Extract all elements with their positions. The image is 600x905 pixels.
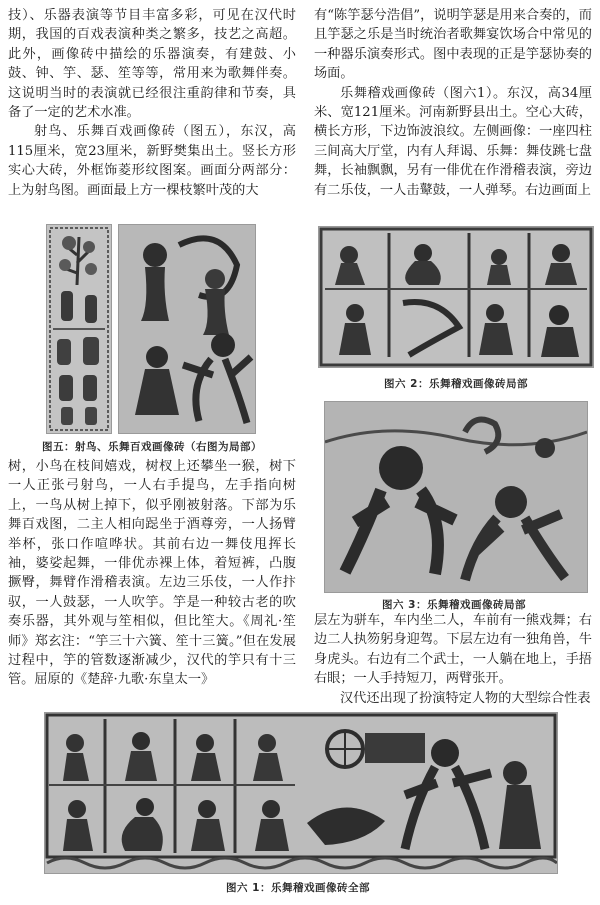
paragraph-fig6-intro: 乐舞稽戏画像砖（图六1）。东汉，高34厘米、宽121厘米。河南新野县出土。空心大砖，横长方形，下边饰波浪纹。左侧画像：一座四柱三间高大厅堂，内有人拜谒、乐舞：舞伎跳七盘舞，长袖飘飘，另有一俳优在作滑稽表演，旁边有二乐伎，一人击鼙鼓，一人弹琴。右边画面上	[314, 85, 592, 198]
caption-fig6-3: 图六 3：乐舞稽戏画像砖局部	[382, 599, 526, 611]
paragraph-large-performance: 汉代还出现了扮演特定人物的大型综合性表	[340, 690, 591, 706]
left-text-bottom	[8, 457, 296, 690]
fig6-2-rubbing	[318, 226, 594, 368]
fig5-full-rubbing	[46, 224, 112, 434]
paragraph-fig6-right-scene: 层左为骈车，车内坐二人，车前有一熊戏舞；右边二人执笏躬身迎驾。下层左边有一独角兽，牛身虎头。右边有二个武士，一人躺在地上，手捂右眼；一人手持短刀，两臂张开。	[314, 613, 592, 687]
left-text-top	[8, 6, 296, 200]
right-text-top	[314, 6, 592, 200]
paragraph-performance-summary: 技）、乐器表演等节目丰富多彩，可见在汉代时期，我国的百戏表演种类之繁多，技艺之高超。此外，画像砖中描绘的乐器演奏，有建鼓、小鼓、钟、竽、瑟、笙等等，常用来为歌舞伴奏。这说明当时的表演就已经很注重韵律和节奏，具备了一定的艺术水准。	[8, 8, 296, 121]
caption-fig5: 图五：射鸟、乐舞百戏画像砖（右图为局部）	[42, 441, 262, 453]
fig5-detail-rubbing	[118, 224, 256, 434]
caption-fig6-2: 图六 2：乐舞稽戏画像砖局部	[384, 378, 528, 390]
paragraph-fig5-description: 树，小鸟在枝间嬉戏，树杈上还攀坐一猴，树下一人正张弓射鸟，一人右手提鸟，左手指向树上，一鸟从树上掉下，似乎刚被射落。下部为乐舞百戏图，二主人相向跽坐于酒尊旁，一人扬臂举杯，张口作喧哗状。其前右边一舞伎甩挥长袖，婆娑起舞，一俳优赤裸上体，着短裤，凸腹撅臀，舞臂作滑稽表演。左边三乐伎，一人作抃驭，一人鼓瑟，一人吹竽。竽是一种较古老的吹奏乐器，其外观与笙相似，但比笙大。《周礼·笙师》郑玄注：“竽三十六簧、笙十三簧。”但在发展过程中，竽的管数逐渐减少，汉代的竽只有十三管。屈原的《楚辞·九歌·东皇太一》	[8, 459, 296, 688]
paragraph-yu-se-ensemble: 有“陈竽瑟兮浩倡”，说明竽瑟是用来合奏的，而且竽瑟之乐是当时统治者歌舞宴饮场合中常见的一种器乐演奏形式。图中表现的正是竽瑟协奏的场面。	[314, 8, 592, 82]
fig6-1-rubbing	[44, 712, 558, 874]
paragraph-fig5-intro: 射鸟、乐舞百戏画像砖（图五），东汉，高115厘米，宽23厘米，新野樊集出土。竖长方形实心大砖，外框饰菱形纹图案。画面分两部分：上为射鸟图。画面最上方一棵枝繁叶茂的大	[8, 124, 296, 198]
fig6-3-rubbing	[324, 401, 588, 593]
right-text-bottom	[314, 611, 592, 708]
caption-fig6-1: 图六 1：乐舞稽戏画像砖全部	[226, 882, 370, 894]
